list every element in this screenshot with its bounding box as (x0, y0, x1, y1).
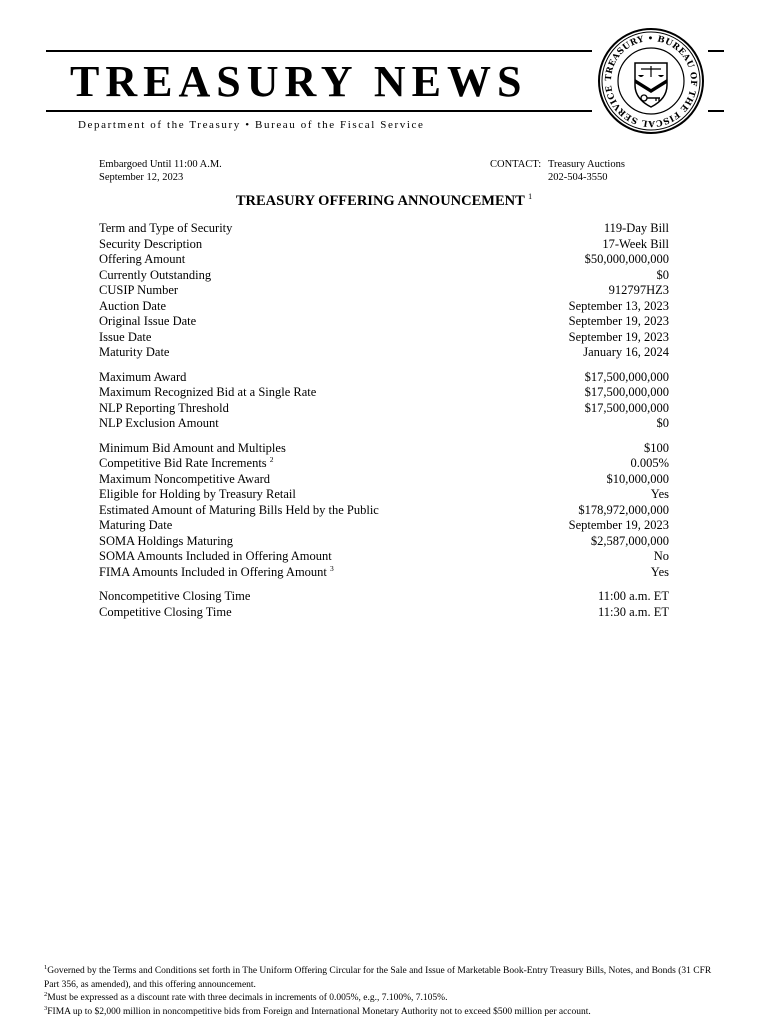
masthead-subhead: Department of the Treasury • Bureau of the Fiscal Service (78, 119, 425, 131)
embargo-date: September 12, 2023 (99, 172, 184, 183)
masthead-bottom-rule (46, 110, 592, 112)
detail-label-text: Term and Type of Security (99, 221, 233, 235)
masthead-top-rule-right (708, 50, 724, 52)
footnote (44, 965, 724, 992)
detail-label (99, 283, 178, 299)
group-spacer (99, 580, 669, 589)
detail-value: 119-Day Bill (603, 221, 669, 235)
offering-details-table (99, 221, 669, 620)
detail-value: $0 (656, 416, 669, 430)
detail-row (99, 252, 669, 268)
detail-label (99, 487, 296, 503)
masthead-title: TREASURY NEWS (70, 57, 528, 106)
detail-label-text: NLP Reporting Threshold (99, 400, 229, 415)
detail-label (99, 401, 229, 417)
detail-row (99, 549, 669, 565)
contact-block (490, 158, 625, 184)
detail-row (99, 330, 669, 346)
detail-value: $17,500,000,000 (584, 369, 669, 384)
detail-value: Yes (650, 564, 669, 579)
detail-value: $17,500,000,000 (584, 400, 669, 415)
masthead-bottom-rule-right (708, 110, 724, 112)
detail-label-text: Issue Date (99, 329, 152, 344)
detail-row (99, 345, 669, 361)
footnote-ref: 2 (269, 454, 274, 464)
footnotes (44, 965, 724, 1019)
detail-value: September 19, 2023 (568, 518, 669, 532)
detail-label-text: NLP Exclusion Amount (99, 416, 219, 430)
footnote-text: FIMA up to $2,000 million in noncompetitive bids from Foreign and International Monetary Authority not to exceed $500 million per account. (47, 1006, 591, 1017)
detail-value: $100 (644, 440, 669, 455)
detail-label-text: Maximum Recognized Bid at a Single Rate (99, 385, 317, 399)
detail-row (99, 314, 669, 330)
detail-row (99, 589, 669, 605)
detail-row (99, 487, 669, 503)
detail-label (99, 441, 286, 457)
detail-row (99, 268, 669, 284)
detail-value: January 16, 2024 (583, 345, 669, 359)
detail-label-text: Maximum Noncompetitive Award (99, 471, 271, 486)
detail-value: $0 (656, 267, 669, 282)
detail-label (99, 237, 202, 253)
detail-label (99, 416, 219, 432)
embargo-block (99, 158, 222, 184)
announcement-title-text: TREASURY OFFERING ANNOUNCEMENT (235, 192, 525, 209)
detail-label (99, 549, 332, 565)
detail-value: 912797HZ3 (608, 283, 669, 297)
detail-label (99, 221, 232, 237)
contact-phone: 202-504-3550 (548, 172, 608, 183)
detail-label (99, 314, 196, 330)
detail-label (99, 472, 270, 488)
detail-label-text: Maximum Award (99, 369, 187, 384)
footnote-mark: 3 (44, 1004, 48, 1012)
footnote (44, 1006, 724, 1020)
footnote (44, 992, 724, 1006)
detail-label (99, 605, 232, 621)
embargo-line: Embargoed Until 11:00 A.M. (99, 159, 222, 170)
detail-label (99, 565, 334, 581)
group-spacer (99, 432, 669, 441)
group-spacer (99, 361, 669, 370)
detail-row (99, 456, 669, 472)
detail-value: Yes (650, 487, 669, 501)
contact-label: CONTACT: (490, 159, 542, 170)
detail-label-text: Security Description (99, 236, 203, 251)
detail-label-text: FIMA Amounts Included in Offering Amount (99, 564, 327, 579)
detail-label (99, 345, 169, 361)
detail-label (99, 503, 379, 519)
detail-label (99, 370, 186, 386)
detail-value: September 13, 2023 (568, 298, 669, 313)
detail-label-text: Competitive Bid Rate Increments (99, 456, 267, 470)
detail-value: No (653, 549, 669, 563)
detail-label (99, 299, 166, 315)
footnote-mark: 2 (44, 990, 48, 998)
masthead-top-rule (46, 50, 592, 52)
detail-value: $2,587,000,000 (590, 533, 669, 548)
detail-label (99, 385, 316, 401)
detail-label-text: Auction Date (99, 298, 166, 313)
detail-label-text: Original Issue Date (99, 314, 197, 328)
detail-label-text: SOMA Holdings Maturing (99, 533, 234, 548)
detail-row (99, 503, 669, 519)
detail-value: 11:00 a.m. ET (597, 589, 669, 603)
detail-label-text: Noncompetitive Closing Time (99, 589, 251, 603)
detail-row (99, 565, 669, 581)
detail-value: 17-Week Bill (602, 236, 669, 251)
detail-value: September 19, 2023 (568, 329, 669, 344)
detail-row (99, 299, 669, 315)
detail-value: $178,972,000,000 (578, 502, 669, 517)
detail-row (99, 441, 669, 457)
footnote-mark: 1 (44, 963, 48, 971)
footnote-text: Governed by the Terms and Conditions set forth in The Uniform Offering Circular for the Sale and Issue of Marketable Book-Entry Treasury Bills, Notes, and Bonds (31 CFR Part 356, as amended), and this offering announcement. (44, 966, 712, 990)
detail-label-text: Eligible for Holding by Treasury Retail (99, 487, 296, 501)
detail-value: September 19, 2023 (568, 314, 669, 328)
detail-label-text: Offering Amount (99, 252, 186, 266)
detail-label (99, 518, 172, 534)
detail-label (99, 268, 211, 284)
detail-label-text: Maturity Date (99, 345, 170, 359)
detail-label (99, 589, 250, 605)
detail-value: 0.005% (630, 456, 669, 470)
detail-row (99, 221, 669, 237)
announcement-title (0, 192, 768, 210)
detail-row (99, 370, 669, 386)
detail-label-text: CUSIP Number (99, 283, 179, 297)
detail-label-text: Competitive Closing Time (99, 604, 232, 619)
treasury-seal-icon (597, 27, 705, 135)
detail-row (99, 416, 669, 432)
detail-value: $50,000,000,000 (584, 252, 669, 266)
detail-row (99, 534, 669, 550)
detail-label-text: Currently Outstanding (99, 267, 212, 282)
detail-value: $10,000,000 (606, 471, 669, 486)
detail-label-text: Estimated Amount of Maturing Bills Held by the Public (99, 502, 379, 517)
detail-row (99, 518, 669, 534)
seal-lettering: TREASURY • BUREAU OF THE FISCAL SERVICE (603, 33, 699, 129)
detail-row (99, 385, 669, 401)
detail-label (99, 330, 151, 346)
footnote-text: Must be expressed as a discount rate with three decimals in increments of 0.005%, e.g., 7.100%, 7.105%. (47, 993, 448, 1003)
contact-name: Treasury Auctions (548, 159, 625, 170)
footnote-ref: 3 (330, 563, 334, 573)
detail-row (99, 283, 669, 299)
detail-label (99, 456, 274, 472)
detail-label (99, 534, 233, 550)
detail-row (99, 237, 669, 253)
footnote-ref: 1 (528, 192, 533, 201)
detail-label-text: Minimum Bid Amount and Multiples (99, 440, 286, 455)
detail-value: $17,500,000,000 (584, 385, 669, 399)
detail-value: 11:30 a.m. ET (597, 604, 669, 619)
detail-row (99, 472, 669, 488)
detail-row (99, 401, 669, 417)
detail-label-text: SOMA Amounts Included in Offering Amount (99, 549, 332, 563)
detail-label (99, 252, 185, 268)
detail-row (99, 605, 669, 621)
detail-label-text: Maturing Date (99, 518, 173, 532)
